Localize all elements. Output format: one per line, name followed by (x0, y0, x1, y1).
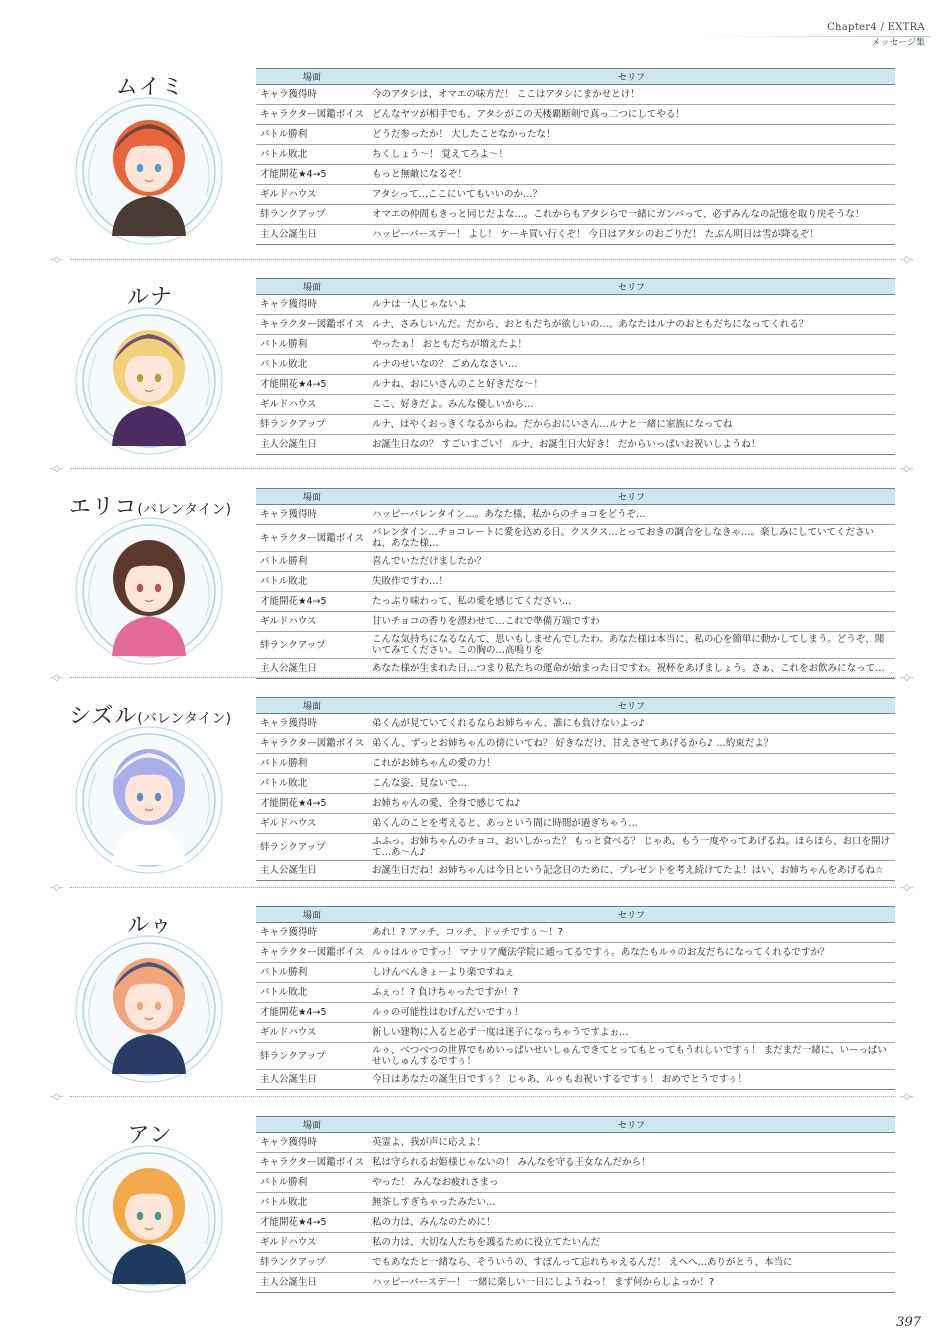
portrait-left-eye (137, 793, 143, 801)
page-number: 397 (896, 1315, 921, 1330)
character-block (0, 906, 949, 1116)
line-cell: 喜んでいただけましたか？ (368, 552, 895, 572)
scene-cell: 主人公誕生日 (256, 659, 368, 679)
line-cell: ルゥ、べつべつの世界でもめいっぱいせいしゅんできてとってもとってもうれしいですぅ！ まだまだ一緒に、いーっぱいせいしゅんするですぅ！ (368, 1043, 895, 1070)
table-row (256, 1043, 895, 1070)
table-row (256, 834, 895, 861)
line-cell: どうだ参ったか！ 大したことなかったな！ (368, 125, 895, 145)
message-table (256, 697, 895, 881)
table-row (256, 1133, 895, 1153)
line-cell: 今日はあなたの誕生日ですぅ？ じゃあ、ルゥもお祝いするですぅ！ おめでとうですぅ！ (368, 1070, 895, 1090)
line-cell: これがお姉ちゃんの愛の力！ (368, 754, 895, 774)
scene-cell: バトル勝利 (256, 963, 368, 983)
scene-cell: キャラクター図鑑ボイス (256, 1153, 368, 1173)
message-table (256, 1116, 895, 1293)
scene-cell: 才能開花★4→5 (256, 1003, 368, 1023)
line-cell: ちくしょう〜！ 覚えてろよ〜！ (368, 145, 895, 165)
scene-cell: キャラ獲得時 (256, 714, 368, 734)
scene-column-header: 場面 (256, 489, 368, 505)
scene-cell: バトル敗北 (256, 983, 368, 1003)
scene-cell: キャラクター図鑑ボイス (256, 943, 368, 963)
table-row (256, 734, 895, 754)
scene-cell: バトル敗北 (256, 145, 368, 165)
line-cell: ふふっ。お姉ちゃんのチョコ、おいしかった？ もっと食べる？ じゃあ、もう一度やってあげるね。ほらほら、お口を開けて…あ〜ん♪ (368, 834, 895, 861)
table-row (256, 1070, 895, 1090)
line-cell: 甘いチョコの香りを漂わせて…これで準備万端ですわ (368, 612, 895, 632)
eriko-portrait (74, 516, 224, 666)
line-cell: 私は守られるお姫様じゃないの！ みんなを守る王女なんだから！ (368, 1153, 895, 1173)
divider-ornament: -◇- (900, 1092, 914, 1102)
scene-column-header: 場面 (256, 907, 368, 923)
scene-cell: キャラクター図鑑ボイス (256, 315, 368, 335)
character-block (0, 488, 949, 698)
line-cell: あなた様が生まれた日…つまり私たちの運命が始まった日ですわ。祝杯をあげましょう。さぁ、これをお飲みになって… (368, 659, 895, 679)
table-row (256, 505, 895, 525)
scene-column-header: 場面 (256, 279, 368, 295)
table-row (256, 923, 895, 943)
table-row (256, 1233, 895, 1253)
table-row (256, 295, 895, 315)
line-cell: 失敗作ですわ…！ (368, 572, 895, 592)
table-row (256, 814, 895, 834)
scene-cell: ギルドハウス (256, 395, 368, 415)
table-row (256, 125, 895, 145)
character-name-main: シズル (68, 704, 138, 729)
scene-cell: キャラクター図鑑ボイス (256, 105, 368, 125)
character-block (0, 68, 949, 278)
scene-cell: バトル敗北 (256, 355, 368, 375)
table-row (256, 105, 895, 125)
line-cell: たっぷり味わって、私の愛を感じてください… (368, 592, 895, 612)
divider-ornament: -◇- (50, 464, 64, 474)
scene-cell: 才能開花★4→5 (256, 375, 368, 395)
line-cell: やったぁ！ おともだちが増えたよ！ (368, 335, 895, 355)
line-cell: ルナね、おにいさんのこと好きだな〜！ (368, 375, 895, 395)
scene-cell: 絆ランクアップ (256, 205, 368, 225)
section-divider (50, 464, 916, 474)
scene-cell: キャラ獲得時 (256, 295, 368, 315)
table-row (256, 355, 895, 375)
table-row (256, 983, 895, 1003)
table-row (256, 943, 895, 963)
an-portrait (74, 1144, 224, 1294)
scene-column-header: 場面 (256, 698, 368, 714)
table-row (256, 1153, 895, 1173)
scene-cell: キャラ獲得時 (256, 85, 368, 105)
line-cell: ルナは一人じゃないよ (368, 295, 895, 315)
portrait-left-eye (137, 584, 143, 592)
page-header (827, 22, 925, 48)
scene-cell: バトル勝利 (256, 1173, 368, 1193)
section-divider (50, 673, 916, 683)
line-cell: ルナ、さみしいんだ。だから、おともだちが欲しいの…、あなたはルナのおともだちになってくれる？ (368, 315, 895, 335)
line-column-header: セリフ (368, 698, 895, 714)
table-row (256, 1173, 895, 1193)
divider-ornament: -◇- (50, 255, 64, 265)
table-header-row (256, 907, 895, 923)
character-name-suffix: (バレンタイン) (137, 502, 232, 518)
section-divider (50, 883, 916, 893)
divider-line (70, 468, 896, 469)
table-header-row (256, 1117, 895, 1133)
line-cell: 新しい建物に入ると必ず一度は迷子になっちゃうですよぉ… (368, 1023, 895, 1043)
divider-ornament: -◇- (50, 1092, 64, 1102)
line-cell: 英霊よ、我が声に応えよ！ (368, 1133, 895, 1153)
scene-cell: ギルドハウス (256, 1233, 368, 1253)
line-cell: ルゥはルゥですっ！ マナリア魔法学院に通ってるですぅ。あなたもルゥのお友だちになってくれるですか？ (368, 943, 895, 963)
line-cell: ルゥの可能性はむげんだいですぅ！ (368, 1003, 895, 1023)
line-column-header: セリフ (368, 907, 895, 923)
line-column-header: セリフ (368, 69, 895, 85)
scene-cell: キャラ獲得時 (256, 923, 368, 943)
scene-cell: 絆ランクアップ (256, 632, 368, 659)
table-header-row (256, 698, 895, 714)
portrait-frame (74, 516, 224, 666)
table-row (256, 415, 895, 435)
divider-ornament: -◇- (900, 464, 914, 474)
line-cell: でもあなたと一緒なら、そういうの、すぽんって忘れちゃえるんだ！ えへへ…ありがとう、本当に (368, 1253, 895, 1273)
message-table (256, 488, 895, 679)
divider-ornament: -◇- (900, 673, 914, 683)
divider-line (70, 887, 896, 888)
scene-cell: 絆ランクアップ (256, 834, 368, 861)
line-cell: ハッピーバレンタイン…。あなた様、私からのチョコをどうぞ… (368, 505, 895, 525)
scene-cell: 主人公誕生日 (256, 435, 368, 455)
scene-cell: ギルドハウス (256, 1023, 368, 1043)
table-row (256, 1213, 895, 1233)
scene-cell: 主人公誕生日 (256, 1070, 368, 1090)
table-row (256, 205, 895, 225)
character-block (0, 278, 949, 488)
line-cell: こんな気持ちになるなんて、思いもしませんでしたわ。あなた様は本当に、私の心を簡単に動かしてしまう。どうぞ、聞いてみてください。この胸の…高鳴りを (368, 632, 895, 659)
table-row (256, 794, 895, 814)
ruu-portrait (74, 934, 224, 1084)
scene-cell: ギルドハウス (256, 185, 368, 205)
table-row (256, 335, 895, 355)
character-name-main: ムイミ (115, 75, 185, 100)
line-column-header: セリフ (368, 489, 895, 505)
portrait-frame (74, 96, 224, 246)
character-name-main: ルナ (126, 285, 173, 310)
table-row (256, 435, 895, 455)
line-cell: ハッピーバースデー！ 一緒に楽しい一日にしようねっ！ まず何からしよっか！? (368, 1273, 895, 1293)
scene-cell: 主人公誕生日 (256, 1273, 368, 1293)
line-cell: どんなヤツが相手でも、アタシがこの天楼覇断剣で真っ二つにしてやる！ (368, 105, 895, 125)
divider-ornament: -◇- (50, 883, 64, 893)
header-rule (700, 36, 930, 37)
scene-cell: バトル勝利 (256, 335, 368, 355)
table-row (256, 1253, 895, 1273)
line-column-header: セリフ (368, 1117, 895, 1133)
scene-column-header: 場面 (256, 1117, 368, 1133)
portrait-left-eye (137, 164, 143, 172)
scene-cell: バトル勝利 (256, 125, 368, 145)
section-label: メッセージ集 (871, 38, 925, 48)
table-header-row (256, 489, 895, 505)
portrait-frame (74, 306, 224, 456)
scene-cell: 絆ランクアップ (256, 1043, 368, 1070)
table-row (256, 1273, 895, 1293)
chapter-label: Chapter4 / EXTRA (827, 22, 925, 33)
section-divider (50, 1092, 916, 1102)
table-row (256, 552, 895, 572)
line-cell: 私の力は、みんなのために！ (368, 1213, 895, 1233)
line-cell: ハッピーバースデー！ よし！ ケーキ買い行くぞ！ 今日はアタシのおごりだ！ たぶん明日は雪が降るぞ！ (368, 225, 895, 245)
table-row (256, 1193, 895, 1213)
portrait-right-eye (155, 793, 161, 801)
table-row (256, 185, 895, 205)
portrait-left-eye (137, 374, 143, 382)
character-name-suffix: (バレンタイン) (137, 711, 232, 727)
table-row (256, 165, 895, 185)
scene-cell: 絆ランクアップ (256, 415, 368, 435)
message-table (256, 278, 895, 455)
portrait-right-eye (155, 584, 161, 592)
portrait-left-eye (137, 1002, 143, 1010)
line-cell: こんな姿、見ないで… (368, 774, 895, 794)
line-cell: お姉ちゃんの愛、全身で感じてね♪ (368, 794, 895, 814)
line-cell: あれ！? アッチ、コッチ、ドッチですぅ〜！? (368, 923, 895, 943)
scene-cell: キャラ獲得時 (256, 1133, 368, 1153)
scene-cell: キャラクター図鑑ボイス (256, 734, 368, 754)
table-row (256, 145, 895, 165)
portrait-frame (74, 934, 224, 1084)
character-name-main: エリコ (68, 495, 138, 520)
line-cell: アタシって…ここにいてもいいのか…？ (368, 185, 895, 205)
divider-line (70, 259, 896, 260)
line-cell: 弟くんのことを考えると、あっという間に時間が過ぎちゃう… (368, 814, 895, 834)
table-row (256, 963, 895, 983)
scene-cell: 絆ランクアップ (256, 1253, 368, 1273)
line-cell: お誕生日だね！お姉ちゃんは今日という記念日のために、プレゼントを考え続けてたよ！はい、お姉ちゃんをあげるね☆ (368, 861, 895, 881)
luna-portrait (74, 306, 224, 456)
line-cell: 今のアタシは、オマエの味方だ！ ここはアタシにまかせとけ！ (368, 85, 895, 105)
scene-cell: バトル敗北 (256, 774, 368, 794)
table-row (256, 525, 895, 552)
scene-cell: バトル勝利 (256, 754, 368, 774)
divider-line (70, 677, 896, 678)
scene-cell: ギルドハウス (256, 814, 368, 834)
table-row (256, 225, 895, 245)
line-cell: ふぇっ！? 負けちゃったですか！? (368, 983, 895, 1003)
line-cell: ルナ、はやくおっきくなるからね。だからおにいさん…ルナと一緒に家族になってね (368, 415, 895, 435)
scene-cell: キャラ獲得時 (256, 505, 368, 525)
scene-cell: バトル敗北 (256, 1193, 368, 1213)
line-cell: ここ、好きだよ。みんな優しいから… (368, 395, 895, 415)
divider-ornament: -◇- (900, 255, 914, 265)
scene-cell: 才能開花★4→5 (256, 794, 368, 814)
scene-cell: 才能開花★4→5 (256, 165, 368, 185)
table-row (256, 1023, 895, 1043)
table-row (256, 632, 895, 659)
line-cell: バレンタイン…チョコレートに愛を込める日。クスクス…とっておきの調合をしなきゃ…。楽しみにしていてくださいね、あなた様… (368, 525, 895, 552)
table-row (256, 572, 895, 592)
portrait-right-eye (155, 164, 161, 172)
section-divider (50, 255, 916, 265)
table-row (256, 315, 895, 335)
shizuru-portrait (74, 725, 224, 875)
divider-line (70, 1096, 896, 1097)
portrait-left-eye (137, 1212, 143, 1220)
table-row (256, 774, 895, 794)
portrait-frame (74, 1144, 224, 1294)
table-row (256, 592, 895, 612)
line-cell: 私の力は、大切な人たちを護るために役立てたいんだ (368, 1233, 895, 1253)
line-cell: やった！ みんなお疲れさまっ (368, 1173, 895, 1193)
line-cell: お誕生日なの？ すごいすごい！ ルナ、お誕生日大好き！ だからいっぱいお祝いしようね！ (368, 435, 895, 455)
portrait-right-eye (155, 1002, 161, 1010)
character-name-main: アン (127, 1123, 173, 1148)
character-name-main: ルゥ (127, 913, 173, 938)
character-block (0, 1116, 949, 1326)
portrait-right-eye (155, 1212, 161, 1220)
table-header-row (256, 69, 895, 85)
scene-cell: キャラクター図鑑ボイス (256, 525, 368, 552)
table-row (256, 395, 895, 415)
message-table (256, 906, 895, 1090)
table-row (256, 714, 895, 734)
line-cell: もっと無敵になるぞ！ (368, 165, 895, 185)
portrait-frame (74, 725, 224, 875)
divider-ornament: -◇- (900, 883, 914, 893)
scene-cell: ギルドハウス (256, 612, 368, 632)
scene-cell: 主人公誕生日 (256, 225, 368, 245)
table-row (256, 754, 895, 774)
line-cell: しけんべんきょーより楽ですねぇ (368, 963, 895, 983)
scene-cell: バトル勝利 (256, 552, 368, 572)
muimi-portrait (74, 96, 224, 246)
scene-cell: 才能開花★4→5 (256, 1213, 368, 1233)
divider-ornament: -◇- (50, 673, 64, 683)
table-row (256, 85, 895, 105)
scene-cell: 主人公誕生日 (256, 861, 368, 881)
message-table (256, 68, 895, 245)
scene-column-header: 場面 (256, 69, 368, 85)
table-row (256, 375, 895, 395)
scene-cell: バトル敗北 (256, 572, 368, 592)
line-cell: 弟くんが見ていてくれるならお姉ちゃん、誰にも負けないよっ♪ (368, 714, 895, 734)
line-cell: ルナのせいなの？ ごめんなさい… (368, 355, 895, 375)
table-row (256, 1003, 895, 1023)
portrait-right-eye (155, 374, 161, 382)
table-row (256, 612, 895, 632)
line-cell: 無茶しすぎちゃったみたい… (368, 1193, 895, 1213)
character-block (0, 697, 949, 907)
line-cell: オマエの仲間もきっと同じだよな…。これからもアタシらで一緒にガンバって、必ずみんなの記憶を取り戻そうな！ (368, 205, 895, 225)
line-column-header: セリフ (368, 279, 895, 295)
scene-cell: 才能開花★4→5 (256, 592, 368, 612)
table-header-row (256, 279, 895, 295)
table-row (256, 861, 895, 881)
line-cell: 弟くん、ずっとお姉ちゃんの傍にいてね？ 好きなだけ、甘えさせてあげるから♪ …約束だよ？ (368, 734, 895, 754)
